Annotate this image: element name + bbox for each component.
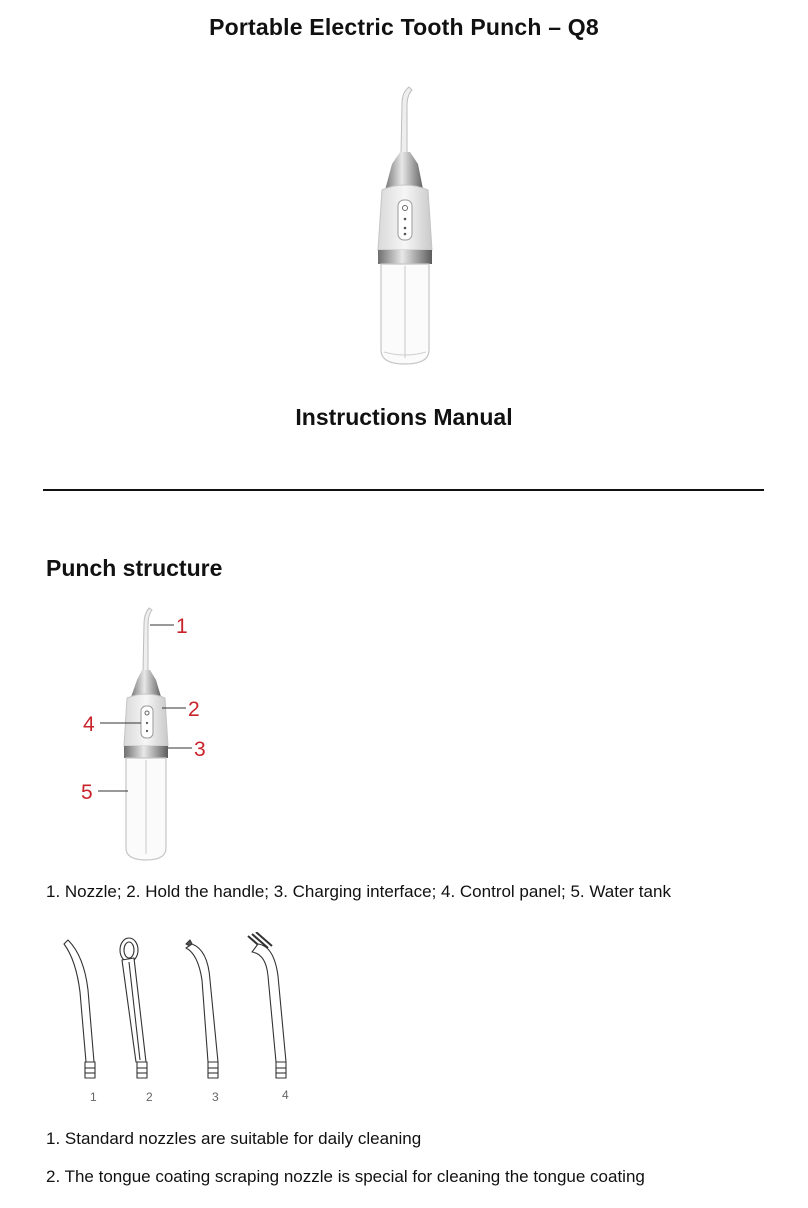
divider — [43, 489, 764, 491]
callout-3: 3 — [194, 738, 206, 761]
callout-5: 5 — [81, 781, 93, 804]
callout-1: 1 — [176, 615, 188, 638]
note-2: 2. The tongue coating scraping nozzle is special for cleaning the tongue coating — [46, 1167, 645, 1186]
nozzle-label-3: 3 — [212, 1090, 219, 1104]
page-title: Portable Electric Tooth Punch – Q8 — [209, 14, 599, 40]
callout-4: 4 — [83, 713, 95, 736]
product-image — [354, 82, 454, 372]
note-1: 1. Standard nozzles are suitable for daily cleaning — [46, 1129, 422, 1148]
structure-caption: 1. Nozzle; 2. Hold the handle; 3. Charging interface; 4. Control panel; 5. Water tank — [46, 882, 671, 901]
nozzle-label-1: 1 — [90, 1090, 97, 1104]
nozzle-types-diagram — [52, 932, 312, 1108]
structure-diagram — [70, 600, 230, 868]
nozzle-label-4: 4 — [282, 1088, 289, 1102]
callout-2: 2 — [188, 698, 200, 721]
manual-subtitle: Instructions Manual — [295, 404, 513, 430]
section-heading: Punch structure — [46, 555, 223, 581]
nozzle-label-2: 2 — [146, 1090, 153, 1104]
